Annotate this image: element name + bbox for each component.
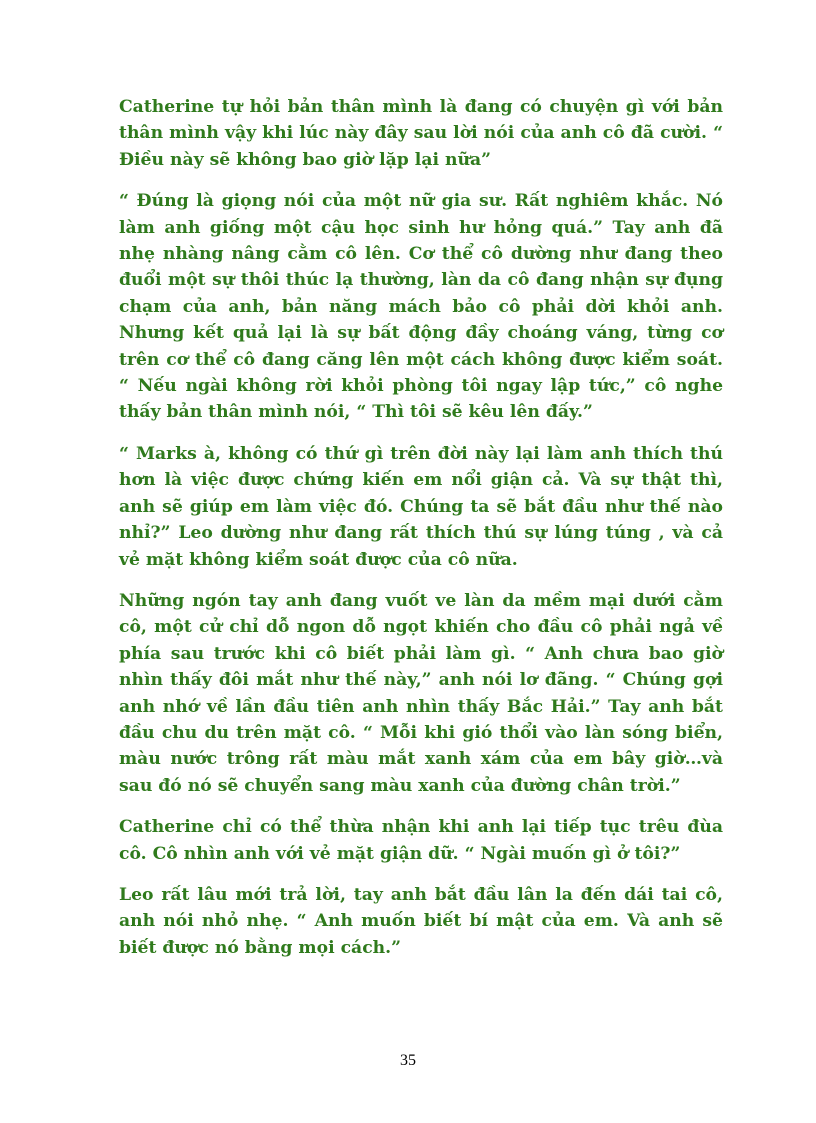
page-body [119, 94, 723, 976]
paragraph-3: “ Marks à, không có thứ gì trên đời này lại làm anh thích thú hơn là việc được chứng kiến em nổi giận cả. Và sự thật thì, anh sẽ giúp em làm việc đó. Chúng ta sẽ bắt đầu như thế nào nhỉ?” Leo dường như đang rất thích thú sự lúng túng , và cả vẻ mặt không kiểm soát được của cô nữa. [119, 443, 723, 570]
paragraph-6: Leo rất lâu mới trả lời, tay anh bắt đầu lân la đến dái tai cô, anh nói nhỏ nhẹ. “ Anh muốn biết bí mật của em. Và anh sẽ biết được nó bằng mọi cách.” [119, 884, 723, 958]
paragraph-4: Những ngón tay anh đang vuốt ve làn da mềm mại dưới cằm cô, một cử chỉ dỗ ngon dỗ ngọt khiến cho đầu cô phải ngả về phía sau trước khi cô biết phải làm gì. “ Anh chưa bao giờ nhìn thấy đôi mắt như thế này,” anh nói lơ đãng. “ Chúng gợi anh nhớ về lần đầu tiên anh nhìn thấy Bắc Hải.” Tay anh bắt đầu chu du trên mặt cô. “ Mỗi khi gió thổi vào làn sóng biển, màu nước trông rất màu mắt xanh xám của em bây giờ…và sau đó nó sẽ chuyển sang màu xanh của đường chân trời.” [119, 590, 723, 796]
paragraph-2: “ Đúng là giọng nói của một nữ gia sư. Rất nghiêm khắc. Nó làm anh giống một cậu học sinh hư hỏng quá.” Tay anh đã nhẹ nhàng nâng cằm cô lên. Cơ thể cô dường như đang theo đuổi một sự thôi thúc lạ thường, làn da cô đang nhận sự đụng chạm của anh, bản năng mách bảo cô phải dời khỏi anh. Nhưng kết quả lại là sự bất động đầy choáng váng, từng cơ trên cơ thể cô đang căng lên một cách không được kiểm soát. “ Nếu ngài không rời khỏi phòng tôi ngay lập tức,” cô nghe thấy bản thân mình nói, “ Thì tôi sẽ kêu lên đấy.” [119, 191, 723, 423]
paragraph-1: Catherine tự hỏi bản thân mình là đang có chuyện gì với bản thân mình vậy khi lúc này đây sau lời nói của anh cô đã cười. “ Điều này sẽ không bao giờ lặp lại nữa” [119, 97, 723, 170]
page-number: 35 [400, 1052, 416, 1069]
paragraph-5: Catherine chỉ có thể thừa nhận khi anh lại tiếp tục trêu đùa cô. Cô nhìn anh với vẻ mặt giận dữ. “ Ngài muốn gì ở tôi?” [119, 817, 723, 864]
